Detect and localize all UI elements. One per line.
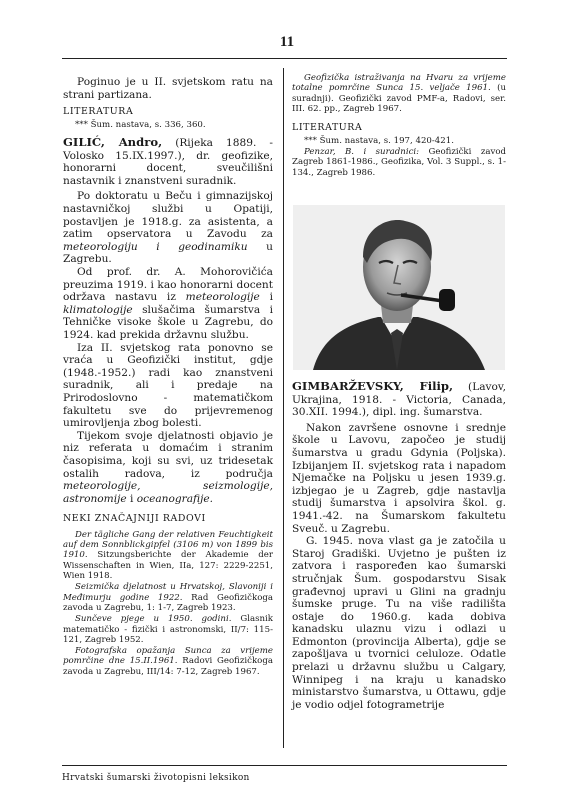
text-run: i bbox=[259, 291, 273, 304]
entry-name: GIMBARŽEVSKY, Filip, bbox=[292, 379, 454, 393]
literature-item: *** Šum. nastava, s. 336, 360. bbox=[75, 119, 206, 130]
column-divider bbox=[283, 68, 284, 748]
footer-text: Hrvatski šumarski životopisni leksikon bbox=[62, 773, 250, 783]
literature-heading: LITERATURA bbox=[292, 122, 363, 134]
entry-details: (Rijeka 1889. - Volosko 15.IX.1997.), dr. geofizike, honorarni docent, sveučilišni nastavnik i znanstveni suradnik. bbox=[63, 137, 274, 187]
work-item bbox=[63, 614, 273, 645]
work-title: Der tägliche Gang der relativen Feuchtigkeit auf dem Sonnblickgipfel (3106 m) von 1899 bis 1910. bbox=[63, 529, 273, 561]
italic-run: meteorologije, seizmologije, astronomije bbox=[63, 480, 273, 505]
work-item bbox=[63, 530, 273, 581]
left-column bbox=[63, 76, 273, 677]
text-run: Tijekom svoje djelatnosti objavio je niz referata u domaćim i stranim časopisima, koji su svi, uz tridesetak ostalih radova, iz područja bbox=[63, 429, 273, 480]
paragraph: G. 1945. nova vlast ga je zatočila u Staroj Gradiški. Uvjetno je pušten iz zatvora i raspoređen kao šumarski stručnjak Šum. gospodarstvu Sisak građevnoj upravi u Glini na gradnju šumske pruge. Tu na više radilišta ostaje do 1960.g. kada dobiva kanadsku ulaznu vizu i odlazi u Edmonton (provincija Alberta), gdje se zapošljava u tvornici celuloze. Odatle prelazi u državnu službu u Calgary, Winnipeg i na kraju u kanadsko ministarstvo šumarstva, u Ottawu, gdje je vodio odjel fotogrametrije bbox=[292, 535, 506, 711]
entry-name: GILIĆ, Andro, bbox=[63, 135, 163, 150]
entry-details: (Lavov, Ukrajina, 1918. - Victoria, Canada, 30.XII. 1994.), dipl. ing. šumarstva. bbox=[292, 381, 506, 419]
work-source: Radovi Geofizičkoga zavoda u Zagrebu, III/14: 7-12, Zagreb 1967. bbox=[63, 656, 273, 677]
italic-run: klimatologije bbox=[63, 303, 133, 316]
portrait-illustration bbox=[293, 205, 505, 370]
right-column-entry bbox=[292, 380, 506, 711]
paragraph bbox=[63, 190, 273, 266]
paragraph: Iza II. svjetskog rata ponovno se vraća u Geofizički institut, gdje (1948.-1952.) radi kao znanstveni suradnik, ali i predaje na Prirodoslovno - matematičkom fakultetu sve do prijevremenog umirovljenja zbog bolesti. bbox=[63, 341, 273, 430]
italic-run: meteorologiju i geodinamiku bbox=[63, 240, 248, 253]
work-title: Geofizička istraživanja na Hvaru za vrijeme totalne pomrčine Sunca 15. veljače 1961. bbox=[292, 73, 506, 94]
entry-header-gimbarzevsky bbox=[292, 380, 506, 419]
italic-run: oceanografije. bbox=[136, 492, 214, 505]
literature-item bbox=[292, 147, 506, 178]
work-title: Sunčeve pjege u 1950. godini. bbox=[75, 614, 232, 625]
page-number: 11 bbox=[279, 34, 295, 50]
header-rule bbox=[62, 58, 507, 59]
entry-header-gilic bbox=[63, 136, 273, 187]
author: Penzar, B. i suradnici: bbox=[304, 147, 420, 158]
works-heading: NEKI ZNAČAJNIJI RADOVI bbox=[63, 513, 206, 525]
literature-item: *** Šum. nastava, s. 197, 420-421. bbox=[304, 135, 454, 146]
footer-rule bbox=[62, 765, 507, 766]
text-run: Od prof. dr. A. Mohorovičića preuzima 1919. i kao honorarni docent održava nastavu iz bbox=[63, 266, 273, 304]
work-item bbox=[63, 646, 273, 677]
paragraph: Nakon završene osnovne i srednje škole u Lavovu, započeo je studij šumarstva u gradu Gdynia (Poljska). Izbijanjem II. svjetskog rata i napadom Njemačke na Poljsku u jesen 1939.g. izbjegao je u Zagreb, gdje nastavlja studij šumarstva i apsolvira škol. g. 1941.-42. na Šumarskom fakultetu Sveuč. u Zagrebu. bbox=[292, 421, 506, 535]
source: Geofizički zavod Zagreb 1861-1986., Geofizika, Vol. 3 Suppl., s. 1-134., Zagreb 1986. bbox=[292, 147, 506, 178]
work-source: Rad Geofizičkoga zavoda u Zagrebu, 1: 1-7, Zagreb 1923. bbox=[63, 592, 273, 613]
text-run: Po doktoratu u Beču i gimnazijskoj nastavničkoj službi u Opatiji, postavljen je 1918.g. za asistenta, a zatim opservatora u Zavodu za bbox=[63, 190, 273, 241]
work-source: Sitzungsberichte der Akademie der Wissenschaften in Wien, IIa, 127: 2229-2251, Wien 1918. bbox=[63, 550, 273, 582]
italic-run: meteorologije bbox=[185, 291, 260, 304]
work-title: Fotografska opažanja Sunca za vrijeme pomrčine dne 15.II.1961. bbox=[63, 646, 273, 667]
right-column-top bbox=[292, 72, 506, 178]
work-item bbox=[63, 582, 273, 613]
work-item bbox=[292, 73, 506, 114]
text-run: slušačima šumarstva i Tehničke visoke škole u Zagrebu, do 1924. kad prekida državnu službu. bbox=[63, 303, 273, 341]
text-run: i bbox=[126, 492, 137, 505]
paragraph bbox=[63, 430, 273, 506]
work-source: (u suradnji). Geofizički zavod PMF-a, Radovi, ser. III. 62. pp., Zagreb 1967. bbox=[292, 83, 506, 114]
work-title: Seizmička djelatnost u Hrvatskoj, Slavoniji i Međimurju godine 1922. bbox=[63, 582, 273, 603]
intro-text: Poginuo je u II. svjetskom ratu na strani partizana. bbox=[63, 76, 273, 101]
work-source: Glasnik matematičko - fizički i astronomski, II/7: 115-121, Zagreb 1952. bbox=[63, 614, 274, 645]
text-run: u Zagrebu. bbox=[63, 240, 273, 266]
paragraph bbox=[63, 266, 273, 342]
literature-heading: LITERATURA bbox=[63, 106, 134, 118]
portrait-photo bbox=[293, 205, 505, 370]
